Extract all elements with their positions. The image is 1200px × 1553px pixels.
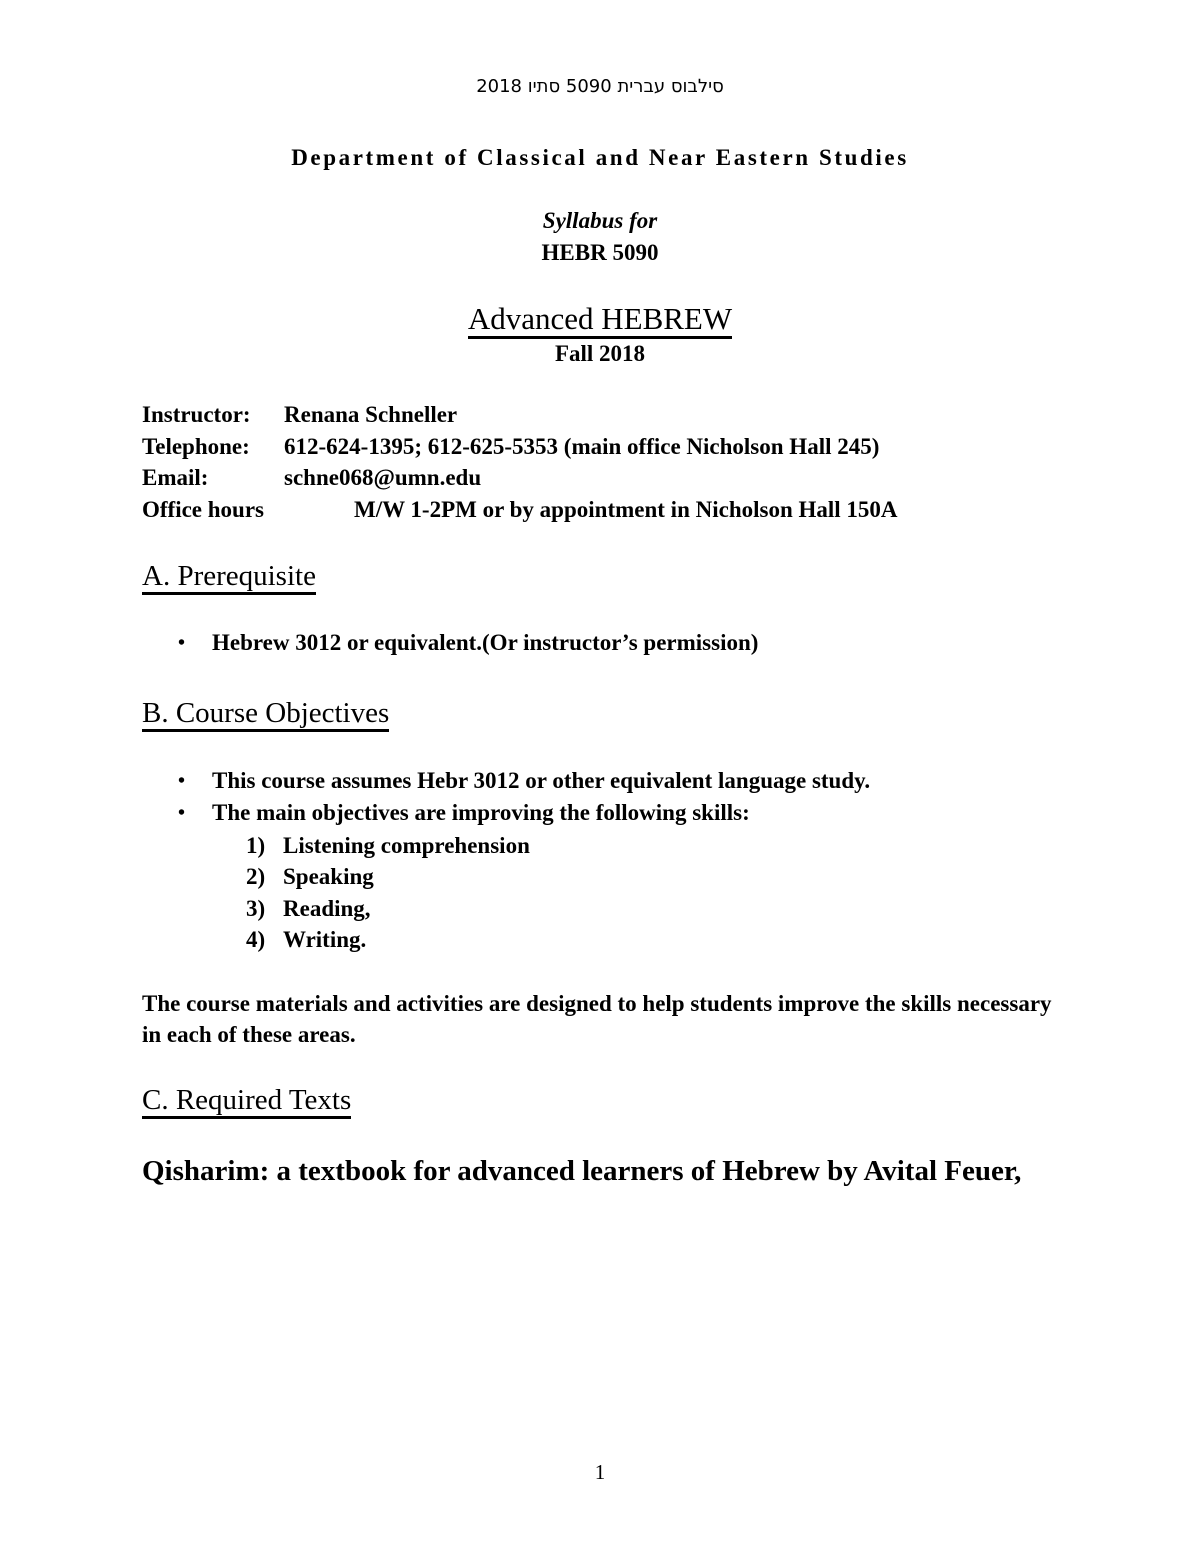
bullet-icon: • [178,802,186,824]
objectives-heading-text: B. Course Objectives [142,697,389,732]
email-label: Email: [142,465,209,490]
page-number: 1 [594,1460,606,1484]
email-row [142,462,482,494]
course-term: Fall 2018 [554,341,646,366]
syllabus-for-label: Syllabus for [542,208,658,233]
email-value[interactable]: schne068@umn.edu [284,465,482,490]
skill-text: Listening comprehension [283,833,530,858]
telephone-label: Telephone: [142,434,250,459]
required-texts-heading [142,1080,351,1120]
course-title-text: Advanced HEBREW [468,301,732,339]
skill-number: 2) [246,864,266,889]
skill-text: Speaking [283,864,374,889]
department-name: Department of Classical and Near Eastern Studies [291,145,909,170]
skill-number: 3) [246,896,266,921]
telephone-value: 612-624-1395; 612-625-5353 (main office Nicholson Hall 245) [284,434,880,459]
objectives-bullet-text: The main objectives are improving the following skills: [212,800,750,825]
telephone-row [142,431,880,463]
course-title [0,298,1200,340]
skill-number: 1) [246,833,266,858]
running-header-text: סילבוס עברית 5090 סתיו 2018 [476,76,724,97]
office-hours-label: Office hours [142,497,265,522]
instructor-label: Instructor: [142,402,251,427]
objectives-heading [142,693,389,733]
office-hours-value: M/W 1-2PM or by appointment in Nicholson Hall 150A [354,497,898,522]
prerequisite-heading-text: A. Prerequisite [142,560,316,595]
running-header [0,74,1200,100]
skill-text: Writing. [283,927,367,952]
office-hours-row [142,494,898,526]
required-texts-heading-text: C. Required Texts [142,1084,351,1119]
course-code: HEBR 5090 [541,240,659,265]
objectives-bullet-text: This course assumes Hebr 3012 or other equivalent language study. [212,768,871,793]
instructor-value: Renana Schneller [284,402,458,427]
objectives-paragraph: The course materials and activities are designed to help students improve the skills necessary in each of these areas. [142,991,1052,1047]
bullet-icon: • [178,770,186,792]
prerequisite-bullet-text: Hebrew 3012 or equivalent.(Or instructor’s permission) [212,630,759,655]
skill-number: 4) [246,927,266,952]
bullet-icon: • [178,632,186,654]
skill-text: Reading, [283,896,371,921]
prerequisite-heading [142,556,316,596]
instructor-row [142,399,458,431]
textbook-entry: Qisharim: a textbook for advanced learners of Hebrew by Avital Feuer, [142,1155,1022,1187]
